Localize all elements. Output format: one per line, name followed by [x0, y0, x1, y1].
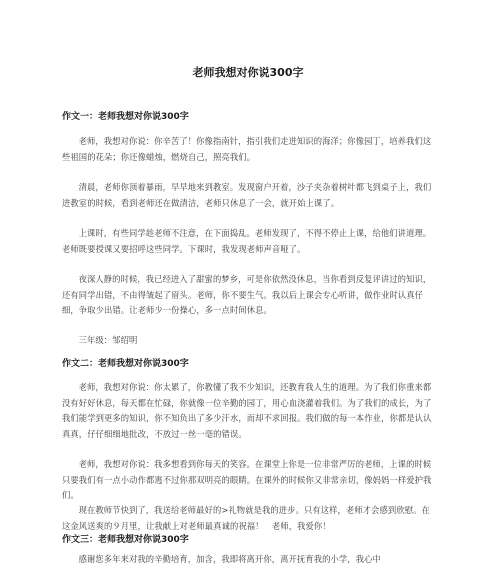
paragraph: 现在教师节快到了，我送给老师最好的>礼物就是我的进步。只有这样，老师才会感到欣慰。在这金风送爽的９月里，让我献上对老师最真诚的祝福！ 老师，我爱你！ [62, 505, 430, 531]
document-title: 老师我想对你说300字 [192, 66, 304, 79]
paragraph: 老师，我想对你说：你太累了，你教懂了我不少知识，还教育我人生的道理。为了我们你重来都没有好好休息，每天都在忙碌，你就像一位辛勤的园丁，用心血浇灌着我们。为了我们的成长，为了我们能学到更多的知识，你不知负出了多少汗水，而却不求回报。我们做的每一本作业，你都是认认真真，仔仔细细地批改，不放过一丝一毫的错误。 [62, 382, 432, 439]
paragraph: 老师，我想对你说：我多想看到你每天的笑容。在课堂上你是一位非常严厉的老师，上课的时候只要我们有一点小动作都逃不过你那双明亮的眼睛。在课外的时候你又非常亲切，像妈妈一样爱护我们。 [62, 459, 432, 500]
paragraph: 清晨，老师你顶着暴雨，早早地来到教室。发现窗户开着，沙子夹杂着树叶都飞到桌子上，我们进教室的时候，看到老师还在做清洁，老师只休息了一会，就开始上课了。 [62, 182, 432, 208]
paragraph: 感谢您多年来对我的辛勤培育，加含，我即将离开你，离开抚育我的小学，我心中 [78, 554, 381, 564]
section-heading-2: 作文二：老师我想对你说300字 [62, 359, 189, 369]
section-heading-3: 作文三：老师我想对你说300字 [62, 535, 189, 545]
paragraph: 夜深人静的时候，我已经进入了甜蜜的梦乡，可是你依然没休息，当你看到反复评讲过的知识，还有同学出错，不由得皱起了眉头。老师，你不要生气。我以后上课会专心听讲，做作业时认真仔细，争取少出错。让老师少一份操心，多一点时间休息。 [62, 274, 432, 315]
paragraph: 上课时，有些同学趁老师不注意，在下面捣乱。老师发现了，不得不停止上课，给他们讲道理。老师既要授课又要招呼这些同学。下课时，我发现老师声音哑了。 [62, 228, 432, 254]
section-heading-1: 作文一：老师我想对你说300字 [62, 112, 189, 122]
paragraph: 老师，我想对你说：你辛苦了！你像指南针，指引我们走进知识的海洋；你像园丁，培养我们这些祖国的花朵；你还像蜡烛，燃烧自己，照亮我们。 [62, 136, 432, 162]
author-line: 三年级：邹绍明 [78, 335, 138, 345]
